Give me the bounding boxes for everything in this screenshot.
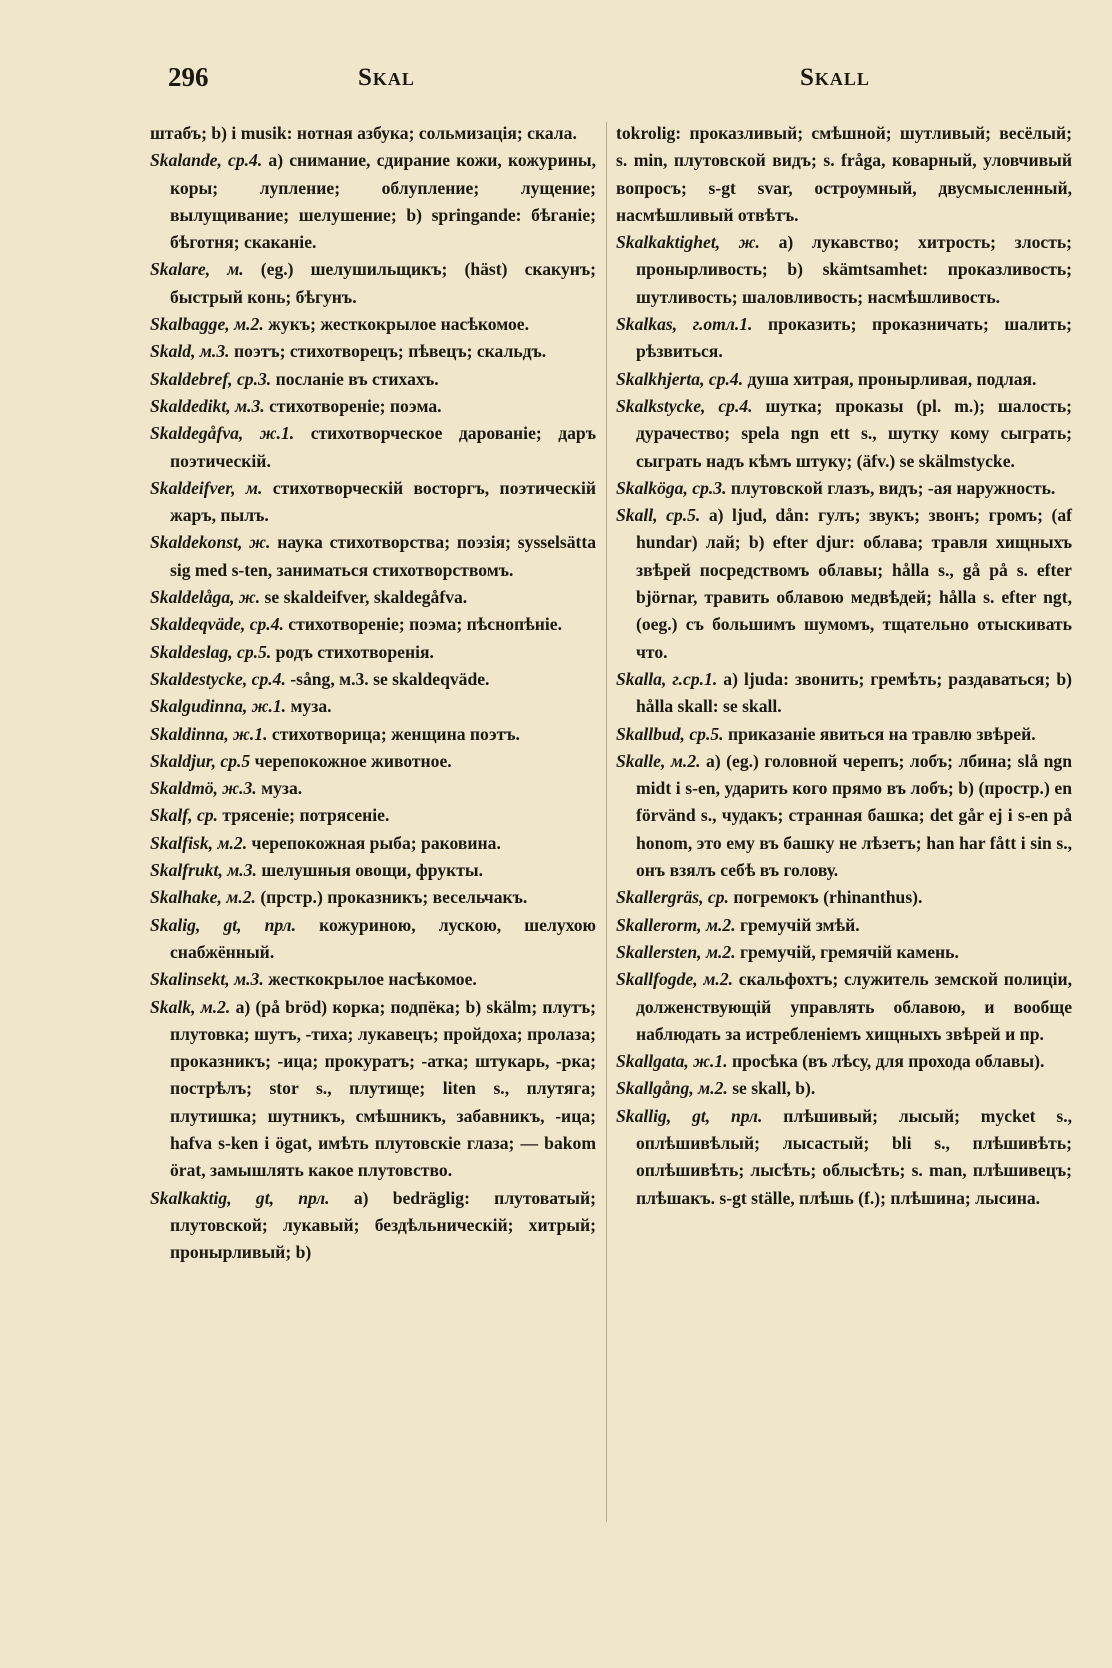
entry-grammar: ср.4.: [708, 368, 744, 389]
entry-definition: муза.: [290, 696, 332, 717]
column-divider: [606, 122, 607, 1522]
entry-headword: Skaldmö,: [150, 778, 218, 799]
entry-definition: стихотвореніе; поэма.: [269, 395, 442, 416]
entry-headword: Skalare,: [150, 259, 211, 280]
page-header: [168, 62, 1072, 102]
entry-headword: Skaldedikt,: [150, 395, 231, 416]
entry-headword: Skald,: [150, 341, 196, 362]
entry-headword: Skalig,: [150, 914, 201, 935]
entry-grammar: ср.: [707, 887, 729, 908]
entry-grammar: ж.1.: [233, 723, 268, 744]
dictionary-entry: [150, 802, 596, 829]
entry-headword: Skaldebref,: [150, 368, 233, 389]
dictionary-entry: [150, 775, 596, 802]
entry-headword: Skalinsekt,: [150, 969, 230, 990]
dictionary-entry: [150, 147, 596, 256]
dictionary-entry: [616, 666, 1072, 721]
entry-grammar: ср.3.: [237, 368, 272, 389]
entry-definition: шутка; проказы (pl. m.); шалость; дурачество; spela ngn ett s., шутку кому сыграть; сыграть надъ кѣмъ штуку; (äfv.) se skälmstycke.: [636, 395, 1072, 471]
entry-definition: жесткокрылое насѣкомое.: [268, 969, 477, 990]
entry-grammar: м.2.: [705, 941, 736, 962]
dictionary-entry: [616, 748, 1072, 884]
dictionary-entry: [616, 1075, 1072, 1102]
entry-definition: поэтъ; стихотворецъ; пѣвецъ; скальдъ.: [233, 341, 547, 362]
dictionary-entry: [616, 475, 1072, 502]
entry-definition: а) ljuda: звонить; гремѣть; раздаваться; b) hålla skall: se skall.: [636, 668, 1072, 717]
entry-definition: проказить; проказничать; шалить; рѣзвиться.: [636, 314, 1072, 362]
dictionary-entry: [150, 256, 596, 311]
dictionary-entry: [616, 884, 1072, 911]
dictionary-entry: [616, 311, 1072, 366]
entry-headword: Skaldelåga,: [150, 587, 235, 608]
entry-definition: просѣка (въ лѣсу, для прохода облавы).: [732, 1051, 1045, 1072]
entry-grammar: м.3.: [199, 341, 230, 362]
right-guide-word: Skall: [800, 64, 870, 91]
entry-headword: Skalkhjerta,: [616, 368, 705, 389]
dictionary-entry: [150, 393, 596, 420]
dictionary-entry: [616, 502, 1072, 666]
left-column: [150, 120, 596, 1266]
entry-headword: Skaldinna,: [150, 723, 229, 744]
entry-headword: Skaldestycke,: [150, 668, 248, 689]
entry-definition: скальфохтъ; служитель земской полиціи, долженствующій управлять облавою, и вообще наблюдать за истребленіемъ хищныхъ звѣрей и пр.: [636, 969, 1072, 1044]
dictionary-entry: [150, 994, 596, 1185]
dictionary-entry: [150, 120, 596, 147]
entry-headword: Skallfogde,: [616, 969, 698, 990]
entry-definition: муза.: [261, 778, 303, 799]
entry-grammar: м.3.: [227, 860, 257, 881]
entry-definition: стихотворческій восторгъ, поэтическій жаръ, пылъ.: [170, 477, 597, 526]
entry-headword: Skalkstycke,: [616, 395, 706, 416]
entry-grammar: м.2.: [226, 887, 256, 908]
entry-grammar: ср.4.: [251, 668, 286, 689]
entry-headword: Skalf,: [150, 805, 193, 826]
dictionary-entry: [616, 912, 1072, 939]
entry-headword: Skalhake,: [150, 887, 222, 908]
left-guide-word: Skal: [358, 64, 415, 91]
entry-definition: а) ljud, dån: гулъ; звукъ; звонъ; громъ; (af hundar) лай; b) efter djur: облава; травля хищныхъ звѣрей посредствомъ облавы; hålla s., gå på s. efter björnar, травить облавою медвѣдей; hålla s. efter ngt, (oeg.) съ большимъ шумомъ, тщательно отыскивать что.: [636, 505, 1072, 662]
entry-definition: погремокъ (rhinanthus).: [733, 887, 923, 908]
entry-definition: (eg.) шелушильщикъ; (häst) скакунъ; быстрый конь; бѣгунъ.: [170, 259, 596, 307]
entry-grammar: м.2.: [703, 969, 734, 990]
entry-definition: tokrolig: проказливый; смѣшной; шутливый; весёлый; s. min, плутовской видъ; s. fråga, коварный, уловчивый вопросъ; s-gt svar, остроумный, двусмысленный, насмѣшливый отвѣтъ.: [616, 123, 1072, 225]
entry-grammar: м.3.: [235, 395, 265, 416]
entry-headword: Skalfisk,: [150, 832, 214, 853]
entry-grammar: м.2.: [234, 314, 264, 335]
entry-definition: черепокожное животное.: [254, 750, 452, 771]
entry-headword: Skaldegåfva,: [150, 423, 244, 444]
page-number: 296: [168, 62, 209, 92]
dictionary-entry: [150, 338, 596, 365]
entry-grammar: ср.: [196, 805, 218, 826]
entry-headword: Skalk,: [150, 996, 196, 1017]
entry-definition: посланіе въ стихахъ.: [275, 368, 439, 389]
entry-grammar: ср.4.: [249, 614, 284, 635]
dictionary-entry: [616, 229, 1072, 311]
entry-definition: а) (på bröd) корка; подпёка; b) skälm; плутъ; плутовка; шутъ, -тиха; лукавецъ; пройдоха; пролаза; проказникъ; -ица; прокуратъ; -атка; штукарь, -рка; пострѣлъ; stor s., плутище; liten s., плутяга; плутишка; шутникъ, смѣшникъ, забавникъ, -ица; hafva s-ken i ögat, имѣть плутовскіе глаза; — bakom örat, замышлять какое плутовство.: [170, 996, 596, 1181]
entry-definition: -sång, м.3. se skaldeqväde.: [290, 668, 490, 689]
entry-definition: плѣшивый; лысый; mycket s., оплѣшивѣлый; лысастый; bli s., плѣшивѣть; оплѣшивѣть; лысѣть; облысѣть; s. man, плѣшивецъ; плѣшакъ. s-gt ställe, плѣшь (f.); плѣшина; лысина.: [636, 1105, 1072, 1208]
entry-headword: Skalla,: [616, 668, 667, 689]
entry-grammar: м.2.: [217, 832, 248, 853]
dictionary-entry: [150, 611, 596, 638]
dictionary-entry: [150, 475, 596, 530]
dictionary-entry: [616, 966, 1072, 1048]
dictionary-entry: [150, 912, 596, 967]
entry-headword: Skalande,: [150, 150, 222, 171]
entry-definition: стихотворческое дарованіе; даръ поэтическій.: [170, 423, 596, 471]
entry-grammar: ж.1.: [251, 696, 287, 717]
dictionary-entry: [150, 693, 596, 720]
dictionary-entry: [150, 529, 596, 584]
dictionary-entry: [150, 584, 596, 611]
entry-headword: Skallergräs,: [616, 887, 704, 908]
dictionary-entry: [616, 393, 1072, 475]
entry-definition: а) (eg.) головной черепъ; лобъ; лбина; slå ngn midt i s-en, ударить кого прямо въ лобъ; b) (простр.) en förvänd s., чудакъ; странная башка; det går ej i s-en på honom, это ему въ башку не лѣзетъ; han har fått i sin s., онъ взялъ себѣ въ голову.: [636, 750, 1072, 881]
entry-definition: трясеніе; потрясеніе.: [222, 805, 390, 826]
dictionary-entry: [150, 857, 596, 884]
entry-definition: (прстр.) проказникъ; весельчакъ.: [260, 887, 528, 908]
dictionary-entry: [150, 884, 596, 911]
entry-grammar: м.2.: [705, 914, 736, 935]
dictionary-entry: [150, 721, 596, 748]
entry-headword: Skalle,: [616, 750, 666, 771]
entry-headword: Skalgudinna,: [150, 696, 248, 717]
entry-headword: Skalfrukt,: [150, 860, 223, 881]
entry-headword: Skalkaktig,: [150, 1187, 232, 1208]
entry-definition: плутовской глазъ, видъ; -ая наружность.: [730, 477, 1056, 498]
entry-headword: Skaldjur,: [150, 750, 217, 771]
entry-definition: приказаніе явиться на травлю звѣрей.: [727, 723, 1036, 744]
entry-definition: гремучій змѣй.: [740, 914, 860, 935]
entry-grammar: м.: [227, 259, 244, 280]
dictionary-entry: [150, 830, 596, 857]
entry-grammar: ср.5.: [689, 723, 724, 744]
entry-grammar: ср.3.: [692, 477, 727, 498]
entry-grammar: м.2.: [698, 1078, 728, 1099]
dictionary-entry: [150, 311, 596, 338]
entry-headword: Skalkaktighet,: [616, 232, 721, 253]
entry-grammar: ж.: [249, 532, 271, 553]
entry-definition: наука стихотворства; поэзія; sysselsätta sig med s-ten, заниматься стихотворствомъ.: [170, 532, 597, 580]
entry-grammar: м.3.: [234, 969, 264, 990]
entry-headword: Skaldeifver,: [150, 477, 236, 498]
entry-headword: Skaldeslag,: [150, 641, 233, 662]
entry-grammar: ср.5.: [666, 505, 701, 526]
entry-definition: стихотворица; женщина поэтъ.: [271, 723, 520, 744]
dictionary-entry: [616, 1103, 1072, 1212]
entry-grammar: gt, прл.: [255, 1187, 330, 1208]
entry-headword: Skall,: [616, 505, 658, 526]
entry-grammar: ж.1.: [259, 423, 295, 444]
entry-headword: Skallbud,: [616, 723, 685, 744]
entry-headword: Skallersten,: [616, 941, 702, 962]
entry-grammar: ж.3.: [222, 778, 257, 799]
entry-grammar: ср.4.: [718, 395, 753, 416]
entry-definition: гремучій, гремячій камень.: [740, 941, 959, 962]
entry-definition: а) лукавство; хитрость; злость; пронырливость; b) skämtsamhet: проказливость; шутливость; шаловливость; насмѣшливость.: [636, 232, 1072, 307]
entry-definition: se skaldeifver, skaldegåfva.: [264, 587, 468, 608]
entry-grammar: м.2.: [200, 996, 231, 1017]
entry-definition: а) снимание, сдирание кожи, кожурины, коры; лупление; облупление; лущение; вылущивание; шелушение; b) springande: бѣганіе; бѣготня; скаканіе.: [170, 150, 597, 253]
entry-definition: стихотвореніе; поэма; пѣснопѣніе.: [288, 614, 562, 635]
entry-definition: родъ стихотворенія.: [275, 641, 434, 662]
entry-grammar: ср.5: [220, 750, 251, 771]
entry-grammar: м.: [245, 477, 263, 498]
entry-grammar: gt, прл.: [692, 1105, 763, 1126]
entry-grammar: м.2.: [670, 750, 701, 771]
entry-definition: шелушныя овощи, фрукты.: [261, 860, 484, 881]
dictionary-entry: [150, 639, 596, 666]
entry-headword: Skallgata,: [616, 1051, 689, 1072]
entry-definition: жукъ; жесткокрылое насѣкомое.: [268, 314, 530, 335]
entry-headword: Skallig,: [616, 1105, 672, 1126]
entry-grammar: г.ср.1.: [672, 668, 718, 689]
right-column: [616, 120, 1072, 1212]
entry-headword: Skaldekonst,: [150, 532, 243, 553]
entry-grammar: ср.4.: [228, 150, 263, 171]
dictionary-entry: [150, 420, 596, 475]
entry-headword: Skaldeqväde,: [150, 614, 246, 635]
entry-definition: штабъ; b) i musik: нотная азбука; сольмизація; скала.: [150, 123, 577, 143]
dictionary-entry: [616, 721, 1072, 748]
dictionary-entry: [616, 1048, 1072, 1075]
entry-definition: кожуриною, лускою, шелухою снабжённый.: [170, 914, 597, 962]
dictionary-entry: [150, 366, 596, 393]
entry-grammar: ж.1.: [693, 1051, 728, 1072]
entry-headword: Skalköga,: [616, 477, 688, 498]
dictionary-entry: [150, 748, 596, 775]
dictionary-entry: [616, 366, 1072, 393]
entry-headword: Skallerorm,: [616, 914, 702, 935]
entry-headword: Skalbagge,: [150, 314, 230, 335]
entry-headword: Skallgång,: [616, 1078, 694, 1099]
entry-grammar: г.отл.1.: [692, 314, 753, 335]
entry-definition: а) bedräglig: плутоватый; плутовской; лукавый; бездѣльническій; хитрый; пронырливый; b): [170, 1187, 596, 1263]
dictionary-entry: [616, 939, 1072, 966]
entry-grammar: ж.: [238, 587, 261, 608]
dictionary-entry: [150, 1185, 596, 1267]
entry-definition: душа хитрая, пронырливая, подлая.: [747, 368, 1037, 389]
entry-definition: черепокожная рыба; раковина.: [251, 832, 501, 853]
entry-definition: se skall, b).: [732, 1078, 816, 1099]
dictionary-entry: [150, 666, 596, 693]
entry-grammar: ср.5.: [237, 641, 272, 662]
dictionary-entry: [150, 966, 596, 993]
entry-grammar: ж.: [738, 232, 760, 253]
dictionary-entry: [616, 120, 1072, 229]
entry-grammar: gt, прл.: [223, 914, 296, 935]
entry-headword: Skalkas,: [616, 314, 678, 335]
